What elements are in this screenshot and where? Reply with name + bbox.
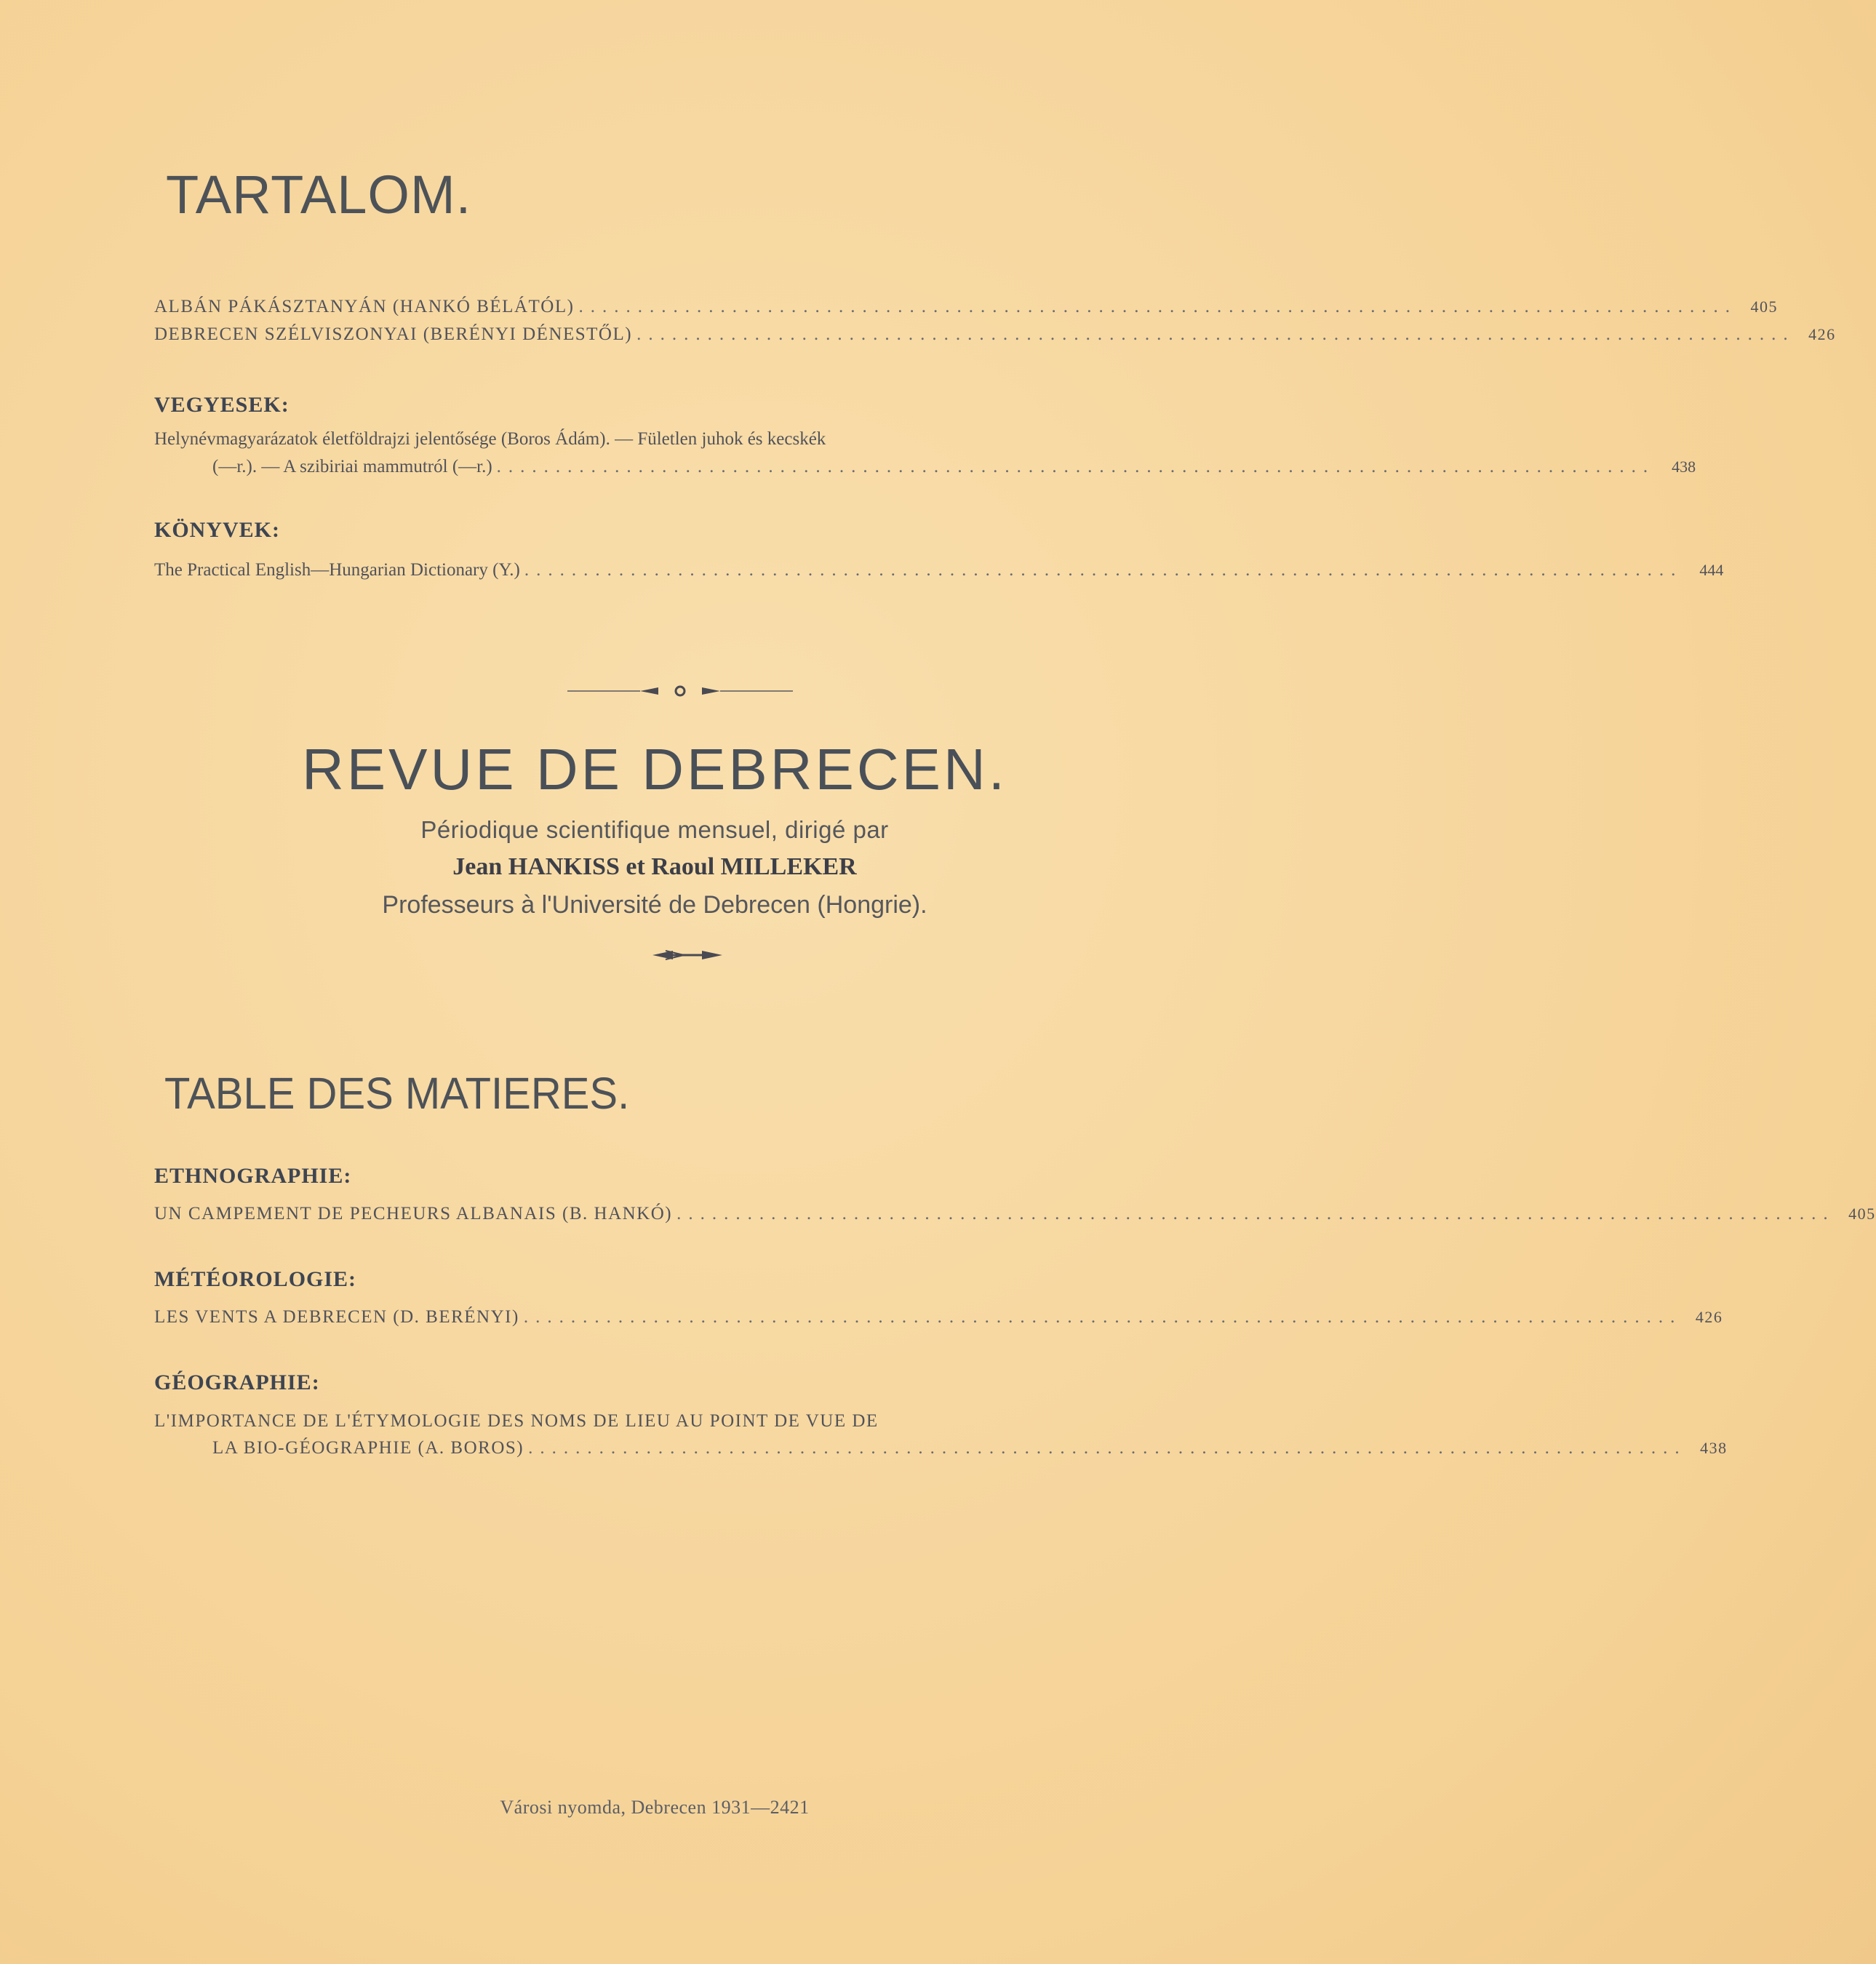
toc-entry-page: 426	[1808, 325, 1836, 343]
divider-ornament	[567, 680, 793, 702]
journal-subtitle: Périodique scientifique mensuel, dirigé par	[420, 816, 889, 843]
section-heading-geographie: GÉOGRAPHIE:	[154, 1370, 320, 1394]
toc-entry-page: 444	[1699, 561, 1724, 579]
toc-entry-page: 405	[1848, 1205, 1876, 1223]
leader-dots: ..................................................................................................	[496, 457, 1656, 476]
section-heading-meteorologie: MÉTÉOROLOGIE:	[154, 1267, 357, 1291]
journal-affiliation: Professeurs à l'Université de Debrecen (Hongrie).	[382, 891, 927, 919]
journal-title: REVUE DE DEBRECEN.	[302, 737, 1007, 802]
leader-dots: ..................................................................................................	[676, 1204, 1835, 1223]
page-title-table-des-matieres: TABLE DES MATIERES.	[164, 1069, 630, 1119]
toc-entry-text: ALBÁN PÁKÁSZTANYÁN (HANKÓ BÉLÁTÓL)	[154, 297, 575, 316]
leader-dots: ..................................................................................................	[578, 297, 1737, 316]
printer-imprint: Városi nyomda, Debrecen 1931—2421	[500, 1797, 810, 1818]
toc-entry	[212, 1438, 1728, 1458]
toc-entry-text-line1: Helynévmagyarázatok életföldrajzi jelentősége (Boros Ádám). — Fületlen juhok és kecskék	[154, 429, 826, 449]
toc-entry-page: 438	[1672, 458, 1696, 476]
toc-entry-page: 438	[1700, 1439, 1728, 1457]
page-title-tartalom: TARTALOM.	[166, 164, 472, 225]
toc-entry-page: 426	[1695, 1308, 1723, 1326]
journal-editors: Jean HANKISS et Raoul MILLEKER	[452, 853, 857, 880]
toc-entry-text: The Practical English—Hungarian Dictionary (Y.)	[154, 560, 520, 580]
toc-entry-text-line2: (—r.). — A szibiriai mammutról (—r.)	[212, 457, 492, 476]
toc-entry	[154, 1307, 1723, 1328]
toc-entry	[154, 297, 1778, 317]
toc-entry-text-line2: LA BIO-GÉOGRAPHIE (A. BOROS)	[212, 1438, 524, 1458]
toc-entry	[154, 1204, 1876, 1224]
toc-entry-text-line1: L'IMPORTANCE DE L'ÉTYMOLOGIE DES NOMS DE LIEU AU POINT DE VUE DE	[154, 1411, 879, 1431]
toc-entry-page: 405	[1750, 298, 1778, 316]
leader-dots: ..................................................................................................	[636, 324, 1795, 344]
small-ornament	[651, 944, 724, 966]
section-heading-ethnographie: ETHNOGRAPHIE:	[154, 1164, 352, 1188]
leader-dots: ..................................................................................................	[523, 1307, 1683, 1327]
toc-entry-text: LES VENTS A DEBRECEN (D. BERÉNYI)	[154, 1307, 519, 1327]
leader-dots: ..................................................................................................	[524, 560, 1683, 580]
toc-entry-text: DEBRECEN SZÉLVISZONYAI (BERÉNYI DÉNESTŐL)	[154, 324, 633, 344]
toc-entry	[212, 457, 1696, 477]
section-heading-vegyesek: VEGYESEK:	[154, 393, 290, 417]
section-heading-konyvek: KÖNYVEK:	[154, 518, 280, 542]
toc-entry-text: UN CAMPEMENT DE PECHEURS ALBANAIS (B. HANKÓ)	[154, 1204, 673, 1223]
toc-entry	[154, 324, 1836, 345]
toc-entry	[154, 560, 1724, 580]
leader-dots: ..................................................................................................	[528, 1438, 1687, 1458]
